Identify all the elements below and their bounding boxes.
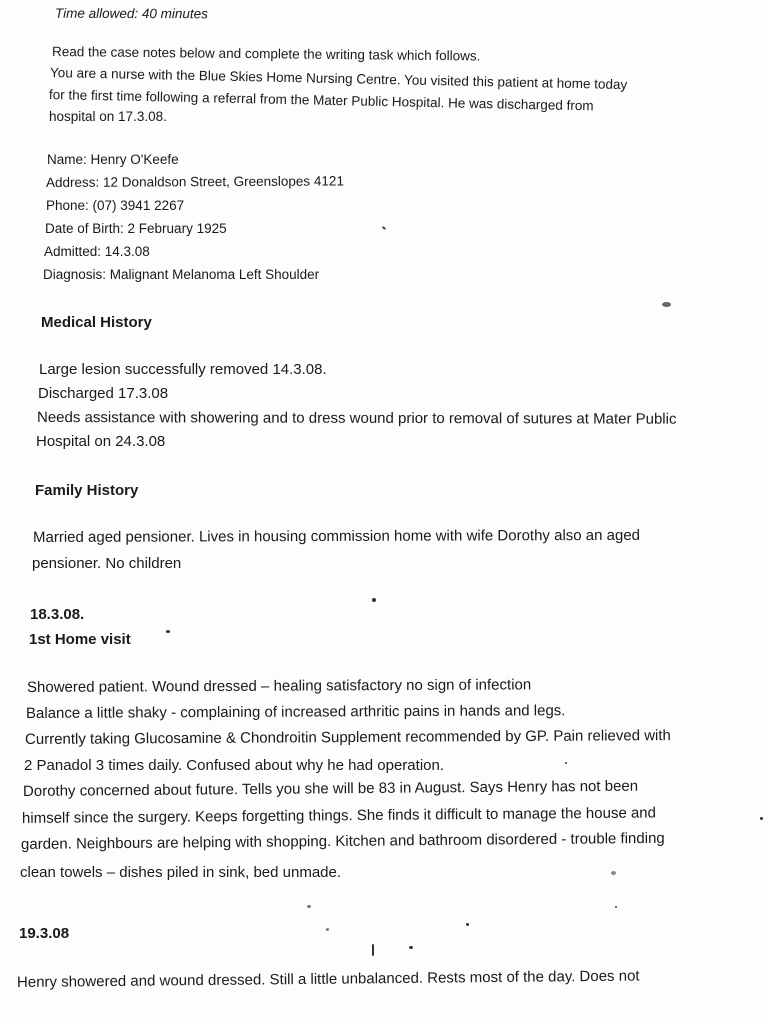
visit-1-line-4: 2 Panadol 3 times daily. Confused about why he had operation.: [24, 757, 444, 774]
patient-name: Name: Henry O'Keefe: [47, 152, 179, 167]
patient-diagnosis: Diagnosis: Malignant Melanoma Left Shoulder: [43, 267, 320, 282]
scan-speck: [615, 906, 617, 908]
scan-speck: [372, 598, 376, 602]
patient-admitted: Admitted: 14.3.08: [44, 244, 150, 259]
scan-speck: [166, 630, 170, 633]
medical-history-line-1: Large lesion successfully removed 14.3.08.: [39, 361, 327, 378]
medical-history-line-3: Needs assistance with showering and to dress wound prior to removal of sutures at Mater Public: [36, 409, 677, 428]
visit-1-line-6: himself since the surgery. Keeps forgetting things. She finds it difficult to manage the house and: [21, 804, 657, 827]
scan-speck: [409, 946, 413, 949]
scan-speck: [382, 226, 386, 230]
visit-2-line-1: Henry showered and wound dressed. Still a little unbalanced. Rests most of the day. Does not: [16, 967, 640, 991]
intro-line-4: hospital on 17.3.08.: [49, 109, 167, 124]
patient-address: Address: 12 Donaldson Street, Greenslopes 4121: [45, 173, 344, 190]
patient-phone: Phone: (07) 3941 2267: [46, 198, 185, 213]
visit-2-date: 19.3.08: [19, 925, 70, 942]
intro-line-2: You are a nurse with the Blue Skies Home Nursing Centre. You visited this patient at home today: [49, 65, 628, 93]
family-history-heading: Family History: [35, 482, 139, 499]
intro-line-3: for the first time following a referral from the Mater Public Hospital. He was discharged from: [48, 87, 594, 114]
visit-1-date: 18.3.08.: [30, 606, 85, 623]
visit-1-line-8: clean towels – dishes piled in sink, bed unmade.: [20, 864, 342, 881]
visit-1-line-2: Balance a little shaky - complaining of increased arthritic pains in hands and legs.: [25, 702, 566, 722]
scan-speck: [760, 817, 763, 820]
scan-speck: [307, 905, 311, 908]
time-allowed: Time allowed: 40 minutes: [54, 5, 208, 22]
visit-1-line-7: garden. Neighbours are helping with shopping. Kitchen and bathroom disordered - trouble finding: [20, 829, 665, 853]
patient-dob: Date of Birth: 2 February 1925: [45, 221, 227, 236]
family-history-line-1: Married aged pensioner. Lives in housing commission home with wife Dorothy also an aged: [32, 526, 641, 546]
scan-speck: [611, 871, 616, 875]
medical-history-heading: Medical History: [41, 314, 152, 331]
medical-history-line-2: Discharged 17.3.08: [38, 385, 169, 402]
scan-speck: [372, 944, 374, 956]
visit-1-line-5: Dorothy concerned about future. Tells you she will be 83 in August. Says Henry has not been: [22, 777, 639, 800]
intro-line-1: Read the case notes below and complete the writing task which follows.: [51, 44, 481, 64]
visit-1-line-3: Currently taking Glucosamine & Chondroitin Supplement recommended by GP. Pain relieved with: [24, 727, 671, 748]
scan-speck: [565, 762, 567, 764]
scan-speck: [466, 923, 469, 926]
scan-speck: [326, 928, 329, 931]
scan-speck: [662, 302, 671, 307]
family-history-line-2: pensioner. No children: [32, 555, 182, 572]
medical-history-line-4: Hospital on 24.3.08: [36, 433, 166, 450]
visit-1-title: 1st Home visit: [29, 631, 131, 648]
visit-1-line-1: Showered patient. Wound dressed – healing satisfactory no sign of infection: [26, 676, 532, 696]
